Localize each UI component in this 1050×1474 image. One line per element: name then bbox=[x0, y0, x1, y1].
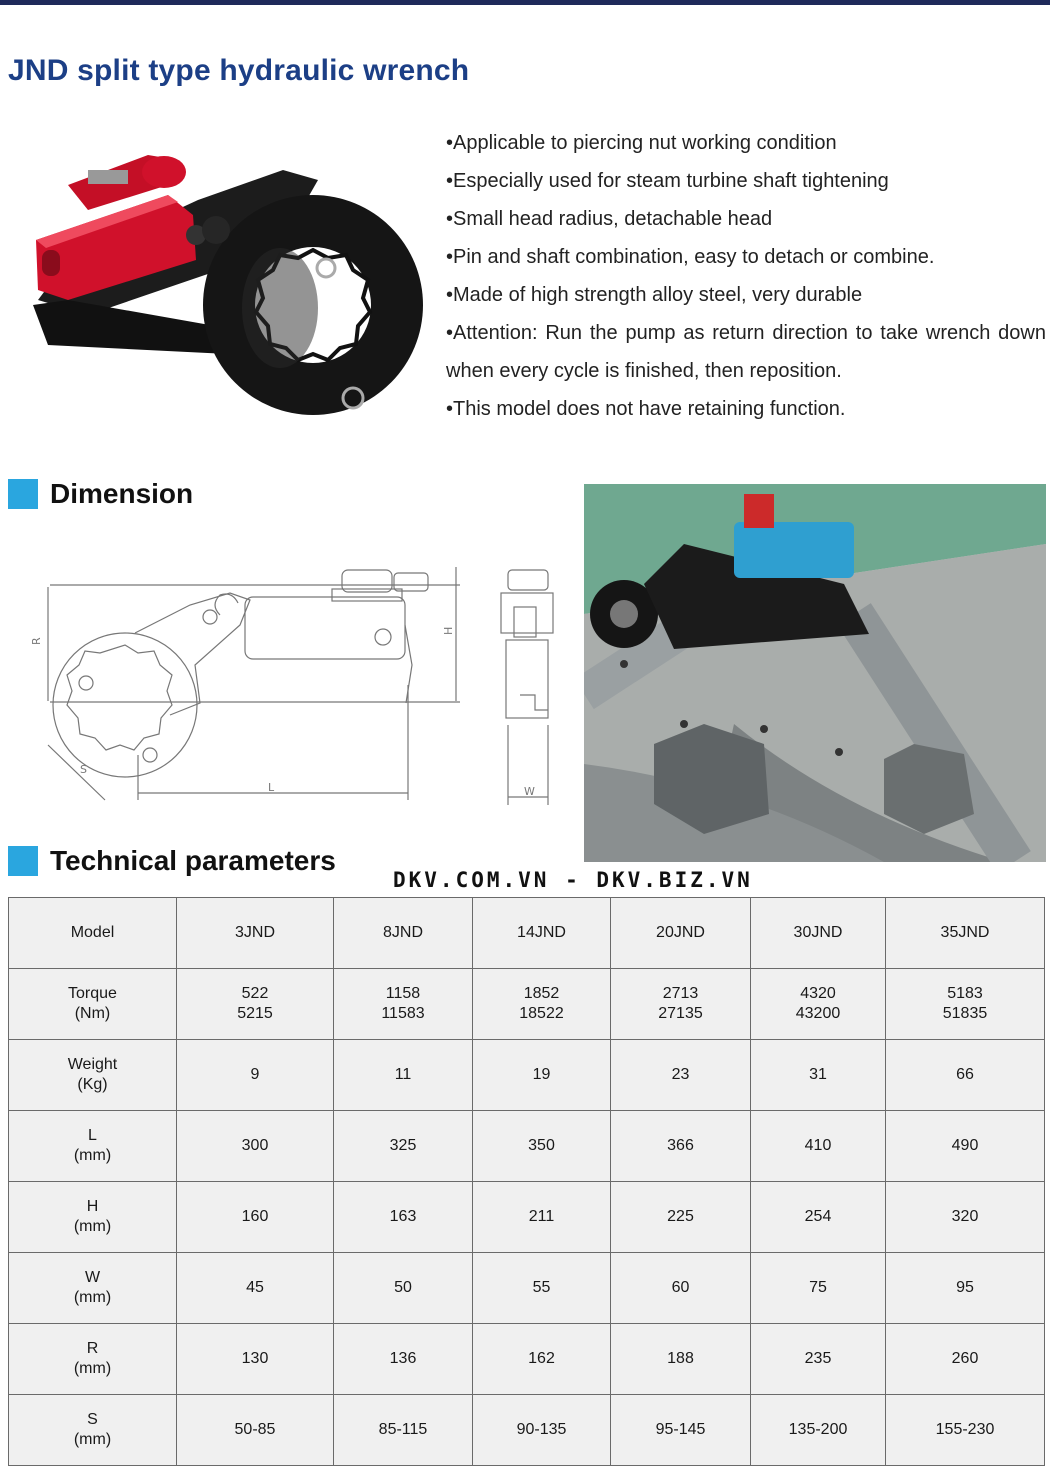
feature-item: •Pin and shaft combination, easy to detach or combine. bbox=[446, 246, 935, 268]
value-cell: 522 5215 bbox=[177, 969, 334, 1040]
dimension-heading bbox=[8, 477, 193, 511]
feature-item: •Made of high strength alloy steel, very durable bbox=[446, 284, 863, 306]
table-row bbox=[9, 1182, 1045, 1253]
value-cell: 31 bbox=[751, 1040, 886, 1111]
value-cell: 50-85 bbox=[177, 1395, 334, 1466]
value-cell: 211 bbox=[473, 1182, 611, 1253]
model-header-cell: 14JND bbox=[473, 898, 611, 969]
table-row bbox=[9, 1040, 1045, 1111]
value-cell: 75 bbox=[751, 1253, 886, 1324]
table-row bbox=[9, 1111, 1045, 1182]
row-label-cell: W (mm) bbox=[9, 1253, 177, 1324]
model-header-cell: 20JND bbox=[611, 898, 751, 969]
value-cell: 162 bbox=[473, 1324, 611, 1395]
value-cell: 1158 11583 bbox=[334, 969, 473, 1040]
value-cell: 95-145 bbox=[611, 1395, 751, 1466]
table-row bbox=[9, 1324, 1045, 1395]
feature-item: •Attention: Run the pump as return direction to take wrench down when every cycle is finished, then reposition. bbox=[446, 322, 1046, 382]
header-cell: Model bbox=[9, 898, 177, 969]
value-cell: 2713 27135 bbox=[611, 969, 751, 1040]
value-cell: 410 bbox=[751, 1111, 886, 1182]
value-cell: 300 bbox=[177, 1111, 334, 1182]
model-header-cell: 35JND bbox=[886, 898, 1045, 969]
top-border-bar bbox=[0, 0, 1050, 5]
technical-parameters-table bbox=[8, 897, 1045, 1466]
value-cell: 1852 18522 bbox=[473, 969, 611, 1040]
value-cell: 366 bbox=[611, 1111, 751, 1182]
feature-item: •Especially used for steam turbine shaft tightening bbox=[446, 170, 889, 192]
label-h: H bbox=[442, 626, 455, 635]
model-header-cell: 8JND bbox=[334, 898, 473, 969]
value-cell: 188 bbox=[611, 1324, 751, 1395]
value-cell: 90-135 bbox=[473, 1395, 611, 1466]
value-cell: 350 bbox=[473, 1111, 611, 1182]
dimension-drawing bbox=[20, 545, 565, 815]
value-cell: 130 bbox=[177, 1324, 334, 1395]
label-w: W bbox=[524, 785, 535, 798]
value-cell: 4320 43200 bbox=[751, 969, 886, 1040]
page-title: JND split type hydraulic wrench bbox=[8, 54, 470, 87]
label-l: L bbox=[268, 781, 275, 794]
value-cell: 254 bbox=[751, 1182, 886, 1253]
value-cell: 490 bbox=[886, 1111, 1045, 1182]
feature-list bbox=[446, 124, 1046, 428]
row-label-cell: Torque (Nm) bbox=[9, 969, 177, 1040]
feature-item: •This model does not have retaining function. bbox=[446, 398, 846, 420]
watermark-text: DKV.COM.VN - DKV.BIZ.VN bbox=[393, 868, 753, 892]
table-row bbox=[9, 1395, 1045, 1466]
label-r: R bbox=[30, 637, 43, 645]
value-cell: 19 bbox=[473, 1040, 611, 1111]
value-cell: 23 bbox=[611, 1040, 751, 1111]
section-square-icon bbox=[8, 479, 38, 509]
model-header-cell: 30JND bbox=[751, 898, 886, 969]
table-row bbox=[9, 1253, 1045, 1324]
feature-item: •Small head radius, detachable head bbox=[446, 208, 773, 230]
technical-title: Technical parameters bbox=[50, 845, 336, 876]
value-cell: 9 bbox=[177, 1040, 334, 1111]
value-cell: 163 bbox=[334, 1182, 473, 1253]
row-label-cell: R (mm) bbox=[9, 1324, 177, 1395]
value-cell: 160 bbox=[177, 1182, 334, 1253]
feature-item: •Applicable to piercing nut working condition bbox=[446, 132, 837, 154]
row-label-cell: S (mm) bbox=[9, 1395, 177, 1466]
value-cell: 320 bbox=[886, 1182, 1045, 1253]
value-cell: 136 bbox=[334, 1324, 473, 1395]
application-photo bbox=[584, 484, 1046, 862]
model-header-cell: 3JND bbox=[177, 898, 334, 969]
section-square-icon bbox=[8, 846, 38, 876]
value-cell: 50 bbox=[334, 1253, 473, 1324]
value-cell: 11 bbox=[334, 1040, 473, 1111]
value-cell: 260 bbox=[886, 1324, 1045, 1395]
value-cell: 66 bbox=[886, 1040, 1045, 1111]
table-header-row bbox=[9, 898, 1045, 969]
label-s: S bbox=[80, 763, 87, 776]
product-photo bbox=[28, 140, 428, 430]
value-cell: 85-115 bbox=[334, 1395, 473, 1466]
table-row bbox=[9, 969, 1045, 1040]
row-label-cell: Weight (Kg) bbox=[9, 1040, 177, 1111]
value-cell: 235 bbox=[751, 1324, 886, 1395]
dimension-title: Dimension bbox=[50, 478, 194, 509]
row-label-cell: L (mm) bbox=[9, 1111, 177, 1182]
value-cell: 225 bbox=[611, 1182, 751, 1253]
value-cell: 155-230 bbox=[886, 1395, 1045, 1466]
value-cell: 95 bbox=[886, 1253, 1045, 1324]
value-cell: 5183 51835 bbox=[886, 969, 1045, 1040]
value-cell: 60 bbox=[611, 1253, 751, 1324]
value-cell: 45 bbox=[177, 1253, 334, 1324]
technical-heading bbox=[8, 844, 336, 878]
row-label-cell: H (mm) bbox=[9, 1182, 177, 1253]
value-cell: 135-200 bbox=[751, 1395, 886, 1466]
value-cell: 55 bbox=[473, 1253, 611, 1324]
value-cell: 325 bbox=[334, 1111, 473, 1182]
